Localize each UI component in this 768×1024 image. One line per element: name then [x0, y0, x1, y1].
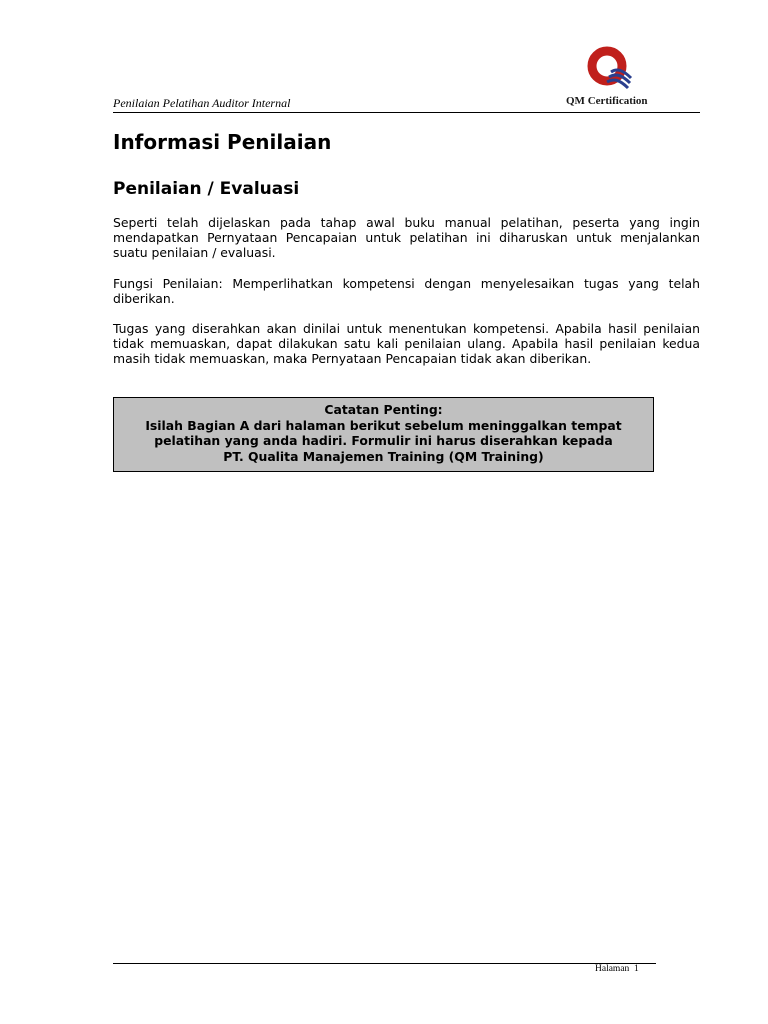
header-divider	[113, 112, 700, 113]
qm-certification-logo	[560, 44, 660, 110]
page-label: Halaman	[595, 964, 630, 974]
note-heading: Catatan Penting:	[324, 402, 443, 417]
qm-logo-icon	[587, 46, 635, 94]
logo-text: QM Certification	[566, 95, 648, 107]
section-title: Penilaian / Evaluasi	[113, 179, 300, 199]
page-number	[595, 964, 639, 974]
important-note-box	[113, 397, 654, 472]
paragraph-intro: Seperti telah dijelaskan pada tahap awal buku manual pelatihan, peserta yang ingin mendapatkan Pernyataan Pencapaian untuk pelatihan ini diharuskan untuk menjalankan suatu penilaian / evaluasi.	[113, 215, 700, 260]
footer-divider	[113, 963, 656, 964]
paragraph-function: Fungsi Penilaian: Memperlihatkan kompetensi dengan menyelesaikan tugas yang telah diberikan.	[113, 276, 700, 306]
page-header-title: Penilaian Pelatihan Auditor Internal	[113, 96, 291, 110]
page-title: Informasi Penilaian	[113, 130, 332, 154]
note-line: pelatihan yang anda hadiri. Formulir ini harus diserahkan kepada	[154, 433, 613, 448]
note-line: Isilah Bagian A dari halaman berikut sebelum meninggalkan tempat	[145, 417, 622, 433]
page-number-value: 1	[634, 964, 639, 974]
paragraph-assessment: Tugas yang diserahkan akan dinilai untuk menentukan kompetensi. Apabila hasil penilaian tidak memuaskan, dapat dilakukan satu kali penilaian ulang. Apabila hasil penilaian kedua masih tidak memuaskan, maka Pernyataan Pencapaian tidak akan diberikan.	[113, 321, 700, 366]
note-line: PT. Qualita Manajemen Training (QM Training)	[223, 448, 544, 464]
